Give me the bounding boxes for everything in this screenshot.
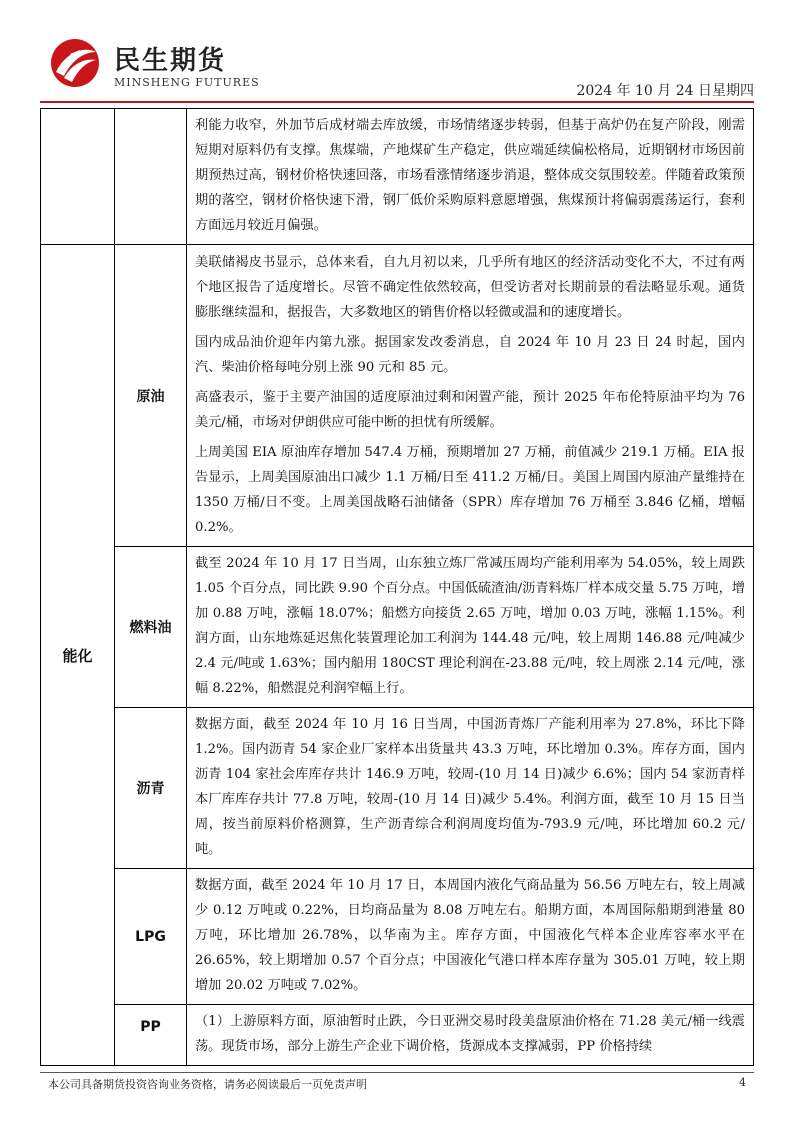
subcategory-lpg: LPG <box>115 869 187 1005</box>
subcategory-asphalt: 沥青 <box>115 708 187 869</box>
page-number: 4 <box>739 1076 746 1089</box>
commodity-table <box>40 108 754 1066</box>
table-row-lpg <box>41 869 754 1005</box>
page-header <box>40 36 754 98</box>
table-row-asphalt <box>41 708 754 869</box>
minsheng-logo-icon <box>50 38 100 88</box>
table-row-pp <box>41 1005 754 1066</box>
subcategory-crude-oil: 原油 <box>115 245 187 547</box>
brand-name-cn: 民生期货 <box>114 46 227 76</box>
subcategory-fuel-oil: 燃料油 <box>115 547 187 708</box>
category-cell-empty <box>41 109 115 245</box>
coking-coal-continuation: 利能力收窄，外加节后成材端去库放缓，市场情绪逐步转弱，但基于高炉仍在复产阶段，刚需短期对原料仍有支撑。焦煤端，产地煤矿生产稳定，供应端延续偏松格局，近期钢材市场因前期预热过高，钢材价格快速回落，市场看涨情绪逐步消退，整体成交氛围较差。伴随着政策预期的落空，钢材价格快速下滑，钢厂低价采购原料意愿增强，焦煤预计将偏弱震荡运行，套利方面远月较近月偏强。 <box>187 109 754 245</box>
table-row-crude <box>41 245 754 547</box>
brand-name-en: MINSHENG FUTURES <box>114 76 260 89</box>
report-date: 2024 年 10 月 24 日星期四 <box>576 83 754 99</box>
asphalt-content: 数据方面，截至 2024 年 10 月 16 日当周，中国沥青炼厂产能利用率为 27.8%，环比下降 1.2%。国内沥青 54 家企业厂家样本出货量共 43.3 万吨，环比增加 0.3%。库存方面，国内沥青 104 家社会库库存共计 146.9 万吨，较周-(10 月 14 日)减少 6.6%；国内 54 家沥青样本厂库库存共计 77.8 万吨，较周-(10 月 14 日)减少 5.4%。利润方面，截至 10 月 15 日当周，按当前原料价格测算，生产沥青综合利润周度均值为-793.9 元/吨，环比增加 60.2 元/吨。 <box>187 708 754 869</box>
category-energy-chemical: 能化 <box>41 245 115 1066</box>
lpg-content: 数据方面，截至 2024 年 10 月 17 日，本周国内液化气商品量为 56.56 万吨左右，较上周减少 0.12 万吨或 0.22%，日均商品量为 8.08 万吨左右。船期方面，本周国际船期到港量 80 万吨，环比增加 26.78%，以华南为主。库存方面，中国液化气样本企业库容率水平在 26.65%，较上期增加 0.57 个百分点；中国液化气港口样本库存量为 305.01 万吨，较上期增加 20.02 万吨或 7.02%。 <box>187 869 754 1005</box>
footer-disclaimer: 本公司具备期货投资咨询业务资格，请务必阅读最后一页免责声明 <box>48 1078 367 1091</box>
crude-oil-content <box>187 245 754 547</box>
table-row <box>41 109 754 245</box>
crude-p2: 国内成品油价迎年内第九涨。据国家发改委消息，自 2024 年 10 月 23 日 24 时起，国内汽、柴油价格每吨分别上涨 90 元和 85 元。 <box>195 334 745 375</box>
header-divider <box>40 101 754 103</box>
crude-p1: 美联储褐皮书显示，总体来看，自九月初以来，几乎所有地区的经济活动变化不大，不过有两个地区报告了适度增长。尽管不确定性依然较高，但受访者对长期前景的看法略显乐观。通货膨胀继续温和，据报告，大多数地区的销售价格以轻微或温和的速度增长。 <box>195 254 745 320</box>
crude-p3: 高盛表示，鉴于主要产油国的适度原油过剩和闲置产能，预计 2025 年布伦特原油平均为 76 美元/桶，市场对伊朗供应可能中断的担忧有所缓解。 <box>195 389 745 430</box>
fuel-oil-content: 截至 2024 年 10 月 17 日当周，山东独立炼厂常减压周均产能利用率为 54.05%，较上周跌 1.05 个百分点，同比跌 9.90 个百分点。中国低硫渣油/沥青料炼厂样本成交量 5.75 万吨，增加 0.88 万吨，涨幅 18.07%；船燃方向接货 2.65 万吨，增加 0.03 万吨，涨幅 1.15%。利润方面，山东地炼延迟焦化装置理论加工利润为 144.48 元/吨，较上周期 146.88 元/吨减少 2.4 元/吨或 1.63%；国内船用 180CST 理论利润在-23.88 元/吨，较上周涨 2.14 元/吨，涨幅 8.22%，船燃混兑利润窄幅上行。 <box>187 547 754 708</box>
subcategory-pp: PP <box>115 1005 187 1066</box>
crude-p4: 上周美国 EIA 原油库存增加 547.4 万桶，预期增加 27 万桶，前值减少 219.1 万桶。EIA 报告显示，上周美国原油出口减少 1.1 万桶/日至 411.2 万桶/日。美国上周国内原油产量维持在 1350 万桶/日不变。上周美国战略石油储备（SPR）库存增加 76 万桶至 3.846 亿桶，增幅 0.2%。 <box>195 444 745 535</box>
subcategory-cell-empty <box>115 109 187 245</box>
pp-content: （1）上游原料方面，原油暂时止跌，今日亚洲交易时段美盘原油价格在 71.28 美元/桶一线震荡。现货市场，部分上游生产企业下调价格，货源成本支撑减弱，PP 价格持续 <box>187 1005 754 1066</box>
footer-divider <box>40 1072 754 1073</box>
table-row-fuel-oil <box>41 547 754 708</box>
